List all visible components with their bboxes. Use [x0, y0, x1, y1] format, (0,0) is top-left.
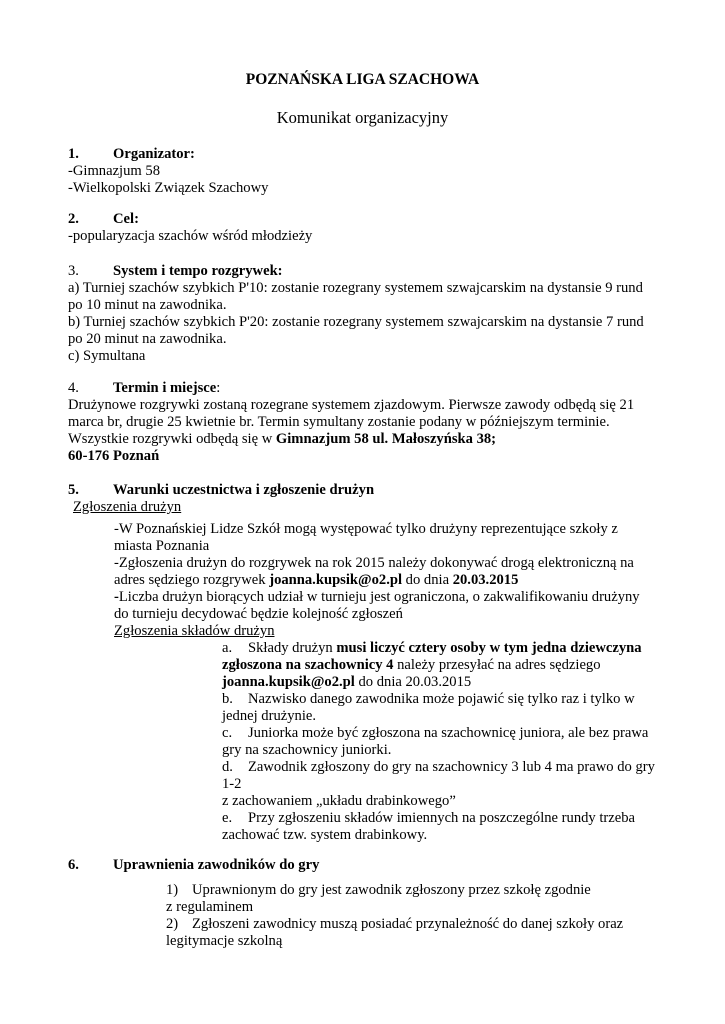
- text-span: Przy zgłoszeniu składów imiennych na poszczególne rundy trzeba: [248, 810, 636, 826]
- text-span: adres sędziego rozgrywek: [114, 572, 270, 588]
- referee-email: joanna.kupsik@o2.pl: [222, 674, 355, 690]
- text-line: miasta Poznania: [114, 538, 210, 554]
- list-item: [222, 725, 662, 742]
- document-subtitle: Komunikat organizacyjny: [276, 108, 449, 127]
- team-registration-block: [114, 521, 674, 640]
- section-4: [68, 380, 668, 465]
- eligibility-list: [166, 882, 666, 950]
- section-number: 4.: [68, 380, 79, 396]
- section-2-heading: [68, 211, 668, 228]
- section-3-heading: [68, 263, 668, 280]
- section-title: Organizator:: [113, 146, 195, 162]
- section-4-heading: [68, 380, 668, 397]
- document-title: POZNAŃSKA LIGA SZACHOWA: [245, 71, 480, 88]
- text-line: po 10 minut na zawodnika.: [68, 297, 227, 313]
- text-span: Liczba drużyn biorących udział w turnieju jest ograniczona, o zakwalifikowaniu drużyny: [118, 589, 640, 605]
- text-line: b) Turniej szachów szybkich P'20: zostanie rozegrany systemem szwajcarskim na dystansie 7 rund: [68, 314, 644, 330]
- text-span: Juniorka może być zgłoszona na szachownicę juniora, ale bez prawa: [248, 725, 649, 741]
- text-line: -Zgłoszenia drużyn do rozgrywek na rok 2015 należy dokonywać drogą elektroniczną na: [114, 555, 634, 571]
- text-span: Uprawnionym do gry jest zawodnik zgłoszony przez szkołę zgodnie: [192, 882, 591, 898]
- text-span: do dnia: [402, 572, 453, 588]
- list-label: b.: [222, 691, 233, 707]
- section-title: System i tempo rozgrywek:: [113, 263, 283, 279]
- section-number: 6.: [68, 857, 79, 873]
- dash: -: [114, 589, 119, 605]
- text-span: należy przesyłać na adres sędziego: [393, 657, 601, 673]
- section-title: Warunki uczestnictwa i zgłoszenie drużyn: [113, 482, 375, 498]
- text-line: c) Symultana: [68, 348, 146, 364]
- list-item: [222, 691, 662, 708]
- text-line: jednej drużynie.: [222, 708, 317, 724]
- referee-email: joanna.kupsik@o2.pl: [269, 572, 403, 588]
- text-line: legitymacje szkolną: [166, 933, 283, 949]
- text-span-bold: zgłoszona na szachownicy 4: [222, 657, 394, 673]
- list-label: c.: [222, 725, 233, 741]
- squad-rules-list: [222, 640, 662, 844]
- list-item: [166, 916, 666, 933]
- text-line: -popularyzacja szachów wśród młodzieży: [68, 228, 313, 244]
- venue-postcode: 60-176 Poznań: [68, 448, 160, 464]
- text-line: [114, 589, 674, 606]
- text-line: -Gimnazjum 58: [68, 163, 161, 179]
- section-5: [68, 482, 668, 516]
- text-line: z regulaminem: [166, 899, 254, 915]
- section-3: [68, 263, 668, 365]
- subheading-squad-registration: [114, 623, 674, 640]
- subheading-text: Zgłoszenia drużyn: [73, 499, 182, 515]
- text-line: zachować tzw. system drabinkowy.: [222, 827, 428, 843]
- subheading-team-registration: [68, 499, 668, 516]
- list-label: a.: [222, 640, 233, 656]
- section-number: 5.: [68, 482, 79, 498]
- text-line: marca br, drugie 25 kwietnie br. Termin symultany zostanie podany w późniejszym terminie.: [68, 414, 610, 430]
- text-span: Składy drużyn: [248, 640, 337, 656]
- text-line: -W Poznańskiej Lidze Szkół mogą występować tylko drużyny reprezentujące szkoły z: [114, 521, 618, 537]
- text-line: [222, 657, 662, 674]
- text-line: [68, 431, 668, 448]
- list-label: d.: [222, 759, 233, 775]
- text-span-bold: musi liczyć cztery osoby w tym jedna dziewczyna: [336, 640, 642, 656]
- text-line: po 20 minut na zawodnika.: [68, 331, 227, 347]
- section-title: Uprawnienia zawodników do gry: [113, 857, 320, 873]
- text-span: Zawodnik zgłoszony do gry na szachownicy 3 lub 4 ma prawo do gry: [248, 759, 655, 775]
- section-2: [68, 211, 668, 245]
- text-line: [114, 572, 674, 589]
- text-span: do dnia 20.03.2015: [354, 674, 472, 690]
- subheading-text: Zgłoszenia składów drużyn: [114, 623, 275, 639]
- text-line: [222, 674, 662, 691]
- section-title: Cel:: [113, 211, 139, 227]
- section-6: [68, 857, 668, 874]
- text-line: 1-2: [222, 776, 242, 792]
- text-line: do turnieju decydować będzie kolejność zgłoszeń: [114, 606, 403, 622]
- list-label: 1): [166, 882, 179, 898]
- list-item: [222, 810, 662, 827]
- list-item: [222, 640, 662, 657]
- text-span: Nazwisko danego zawodnika może pojawić się tylko raz i tylko w: [248, 691, 635, 707]
- text-line: gry na szachownicy juniorki.: [222, 742, 392, 758]
- list-item: [166, 882, 666, 899]
- section-1: [68, 146, 668, 197]
- text-line: -Wielkopolski Związek Szachowy: [68, 180, 269, 196]
- text-span: Zgłoszeni zawodnicy muszą posiadać przynależność do danej szkoły oraz: [192, 916, 624, 932]
- text-line: a) Turniej szachów szybkich P'10: zostanie rozegrany systemem szwajcarskim na dystansie 9 rund: [68, 280, 643, 296]
- venue-address: Gimnazjum 58 ul. Małoszyńska 38;: [275, 431, 497, 447]
- deadline-date: 20.03.2015: [452, 572, 519, 588]
- section-number: 1.: [68, 146, 79, 162]
- list-label: 2): [166, 916, 179, 932]
- heading-colon: :: [216, 380, 221, 396]
- section-1-heading: [68, 146, 668, 163]
- text-span: Wszystkie rozgrywki odbędą się w: [68, 431, 276, 447]
- section-6-heading: [68, 857, 668, 874]
- list-item: [222, 759, 662, 776]
- text-line: z zachowaniem „układu drabinkowego”: [222, 793, 456, 809]
- section-5-heading: [68, 482, 668, 499]
- text-line: Drużynowe rozgrywki zostaną rozegrane systemem zjazdowym. Pierwsze zawody odbędą się 21: [68, 397, 635, 413]
- section-title: Termin i miejsce: [113, 380, 217, 396]
- section-number: 3.: [68, 263, 79, 279]
- list-label: e.: [222, 810, 233, 826]
- section-number: 2.: [68, 211, 79, 227]
